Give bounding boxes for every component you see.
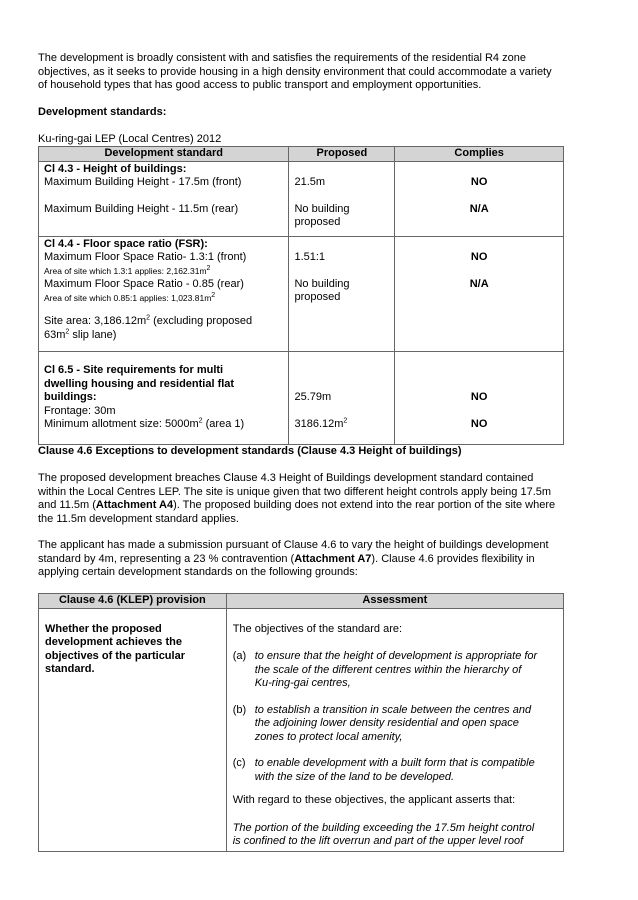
- col-proposed: Proposed: [289, 147, 395, 162]
- list-item: (c) to enable development with a built form that is compatible with the size of the land to be developed.: [232, 757, 535, 783]
- table-row: Cl 4.4 - Floor space ratio (FSR): Maximum Floor Space Ratio- 1.3:1 (front) Area of site which 1.3:1 applies: $2,162.31m^2$ Maximum Floor Space Ratio - 0.85 (rear) Area of site which 0.85:1 applies: $1,023.81m^2$ Site area: $3,186.12m^2$ (excluding proposed $63m^2$ slip lane) 1.51:1 No building proposed NO N/A: [39, 236, 564, 352]
- intro-paragraph: The development is broadly consistent with and satisfies the requirements of the residential R4 zone objectives, as it seeks to provide housing in a high density environment that could accommodate a variety of household types that has good access to public transport and employment opportunities.: [38, 52, 552, 91]
- col-provision: Clause 4.6 (KLEP) provision: [39, 594, 227, 609]
- standards-table: [38, 146, 564, 445]
- clause46-heading: Clause 4.6 Exceptions to development standards (Clause 4.3 Height of buildings): [38, 445, 462, 457]
- cl65-title: Cl 6.5 - Site requirements for multi: [44, 364, 224, 376]
- list-item: (a) to ensure that the height of development is appropriate for the scale of the different centres within the hierarchy of Ku-ring-gai centres,: [232, 650, 538, 689]
- provision-table: [38, 593, 564, 852]
- development-standards-heading: Development standards:: [38, 106, 167, 118]
- standards-table-header: [39, 147, 564, 162]
- col-assessment: Assessment: [226, 594, 563, 609]
- table-row: Cl 4.3 - Height of buildings: Maximum Building Height - 17.5m (front) 21.5m NO: [39, 161, 564, 191]
- breach-paragraph: The proposed development breaches Clause 4.3 Height of Buildings development standard contained within the Local Centres LEP. The site is unique given that two different height controls apply being 17.5m and 11.5m (Attachment A4). The proposed building does not extend into the rear portion of the site where the 11.5m development standard applies.: [38, 472, 556, 525]
- table-row: Whether the proposed development achieves the objectives of the particular standard. The objectives of the standard are: (a) to ensure that the height of development is appropriate for the scale of the different centres within the hierarchy of Ku-ring-gai centres, (b) to establish a transition in scale between the centres and the adjoining lower density residential and open space zones to protect local amenity, (c) to enable development with a built form that is compatible with the size of the land to be developed. With regard to these objectives, the applicant asserts that: The portion of the building exceeding the 17.5m height control is confined to the lift overrun and part of the upper level roof: [39, 608, 564, 851]
- cl44-title: Cl 4.4 - Floor space ratio (FSR):: [44, 237, 208, 250]
- submission-paragraph: The applicant has made a submission pursuant of Clause 4.6 to vary the height of buildings development standard by 4m, representing a 23 % contravention (Attachment A7). Clause 4.6 provides flexibility in applying certain development standards on the following grounds:: [38, 539, 549, 578]
- table-row: Maximum Building Height - 11.5m (rear) No building proposed N/A: [39, 191, 564, 237]
- lep-heading: Ku-ring-gai LEP (Local Centres) 2012: [38, 133, 222, 145]
- cl43-title: Cl 4.3 - Height of buildings:: [44, 162, 187, 175]
- table-row: Cl 6.5 - Site requirements for multi dwelling housing and residential flat buildings: Frontage: 30m Minimum allotment size: $5000m^2$ (area 1) 25.79m $3186.12m^2$ NO NO: [39, 352, 564, 445]
- col-complies: Complies: [395, 147, 564, 162]
- col-development-standard: Development standard: [39, 147, 289, 162]
- list-item: (b) to establish a transition in scale between the centres and the adjoining lower density residential and open space zones to protect local amenity,: [232, 703, 532, 743]
